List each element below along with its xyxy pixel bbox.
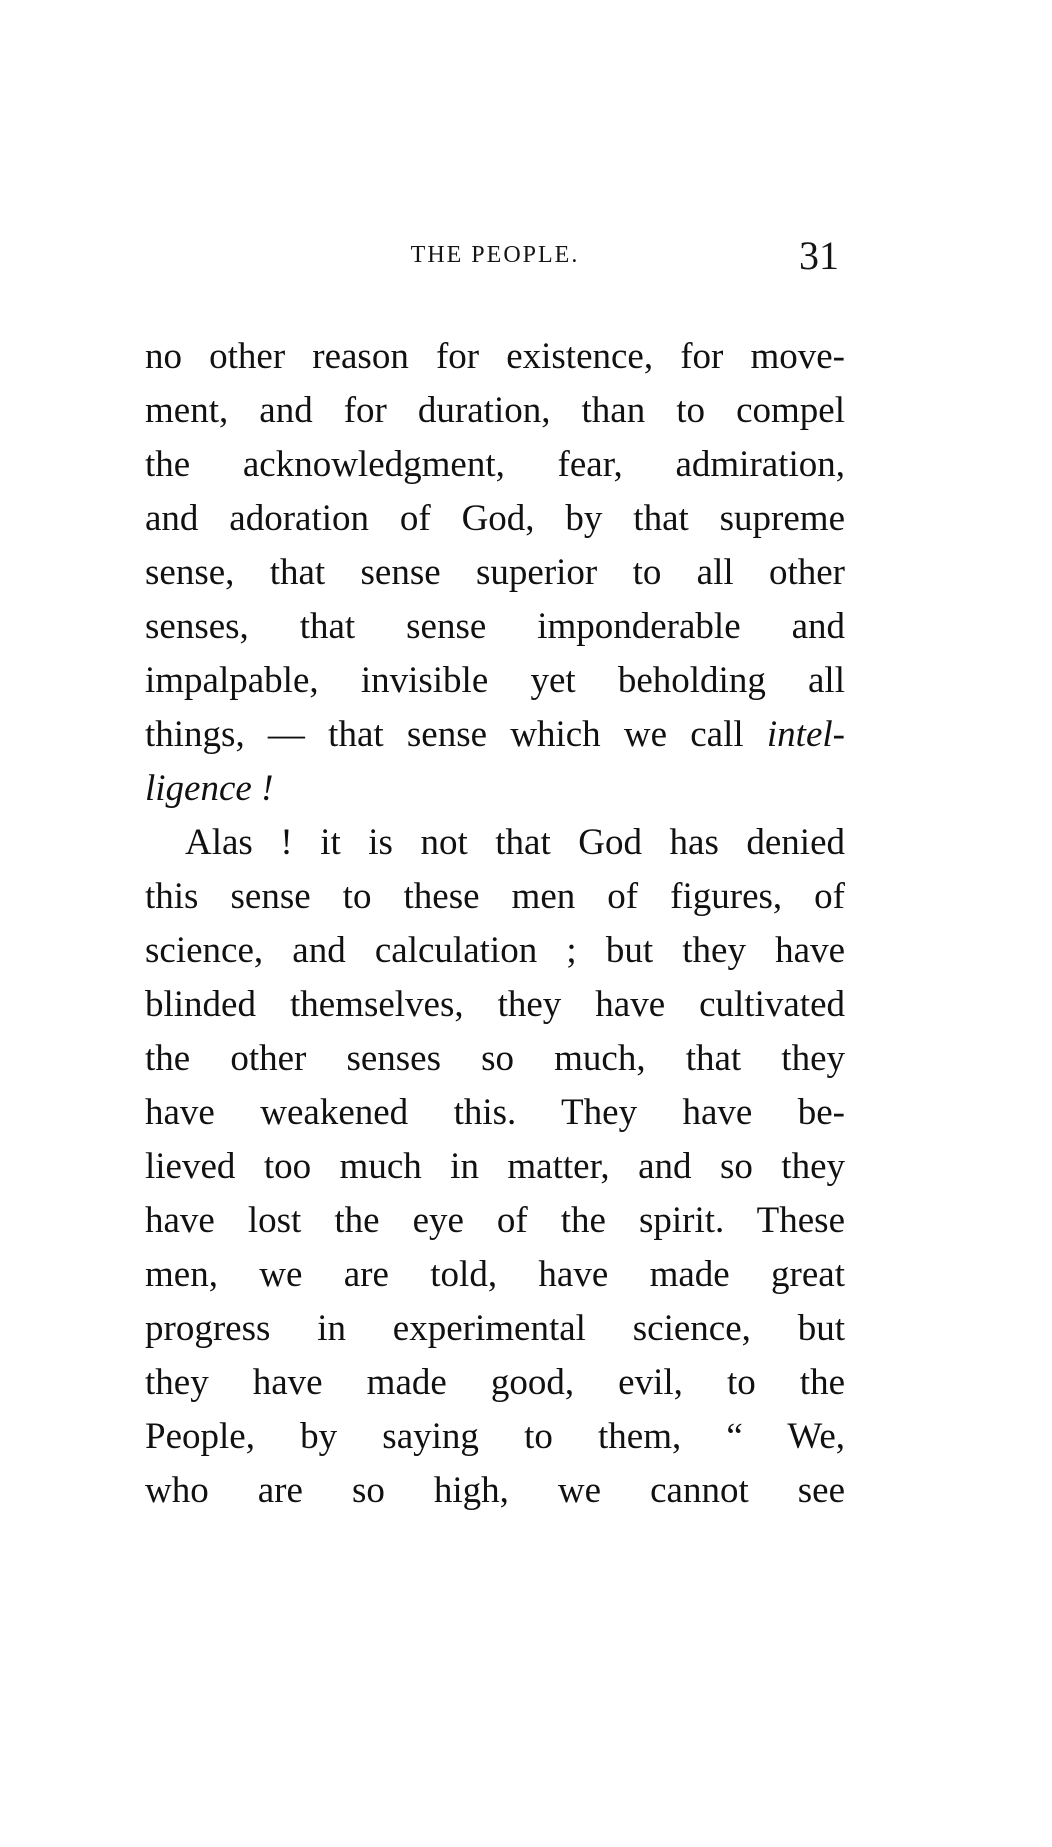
- text-line: science, and calculation ; but they have: [145, 930, 845, 971]
- italic-word: ligence !: [145, 768, 274, 809]
- text-line: have lost the eye of the spirit. These: [145, 1200, 845, 1241]
- text-line: who are so high, we cannot see: [145, 1470, 845, 1511]
- paragraph-1: [145, 330, 845, 816]
- running-title: THE PEOPLE.: [410, 242, 580, 268]
- text-line: impalpable, invisible yet beholding all: [145, 660, 845, 701]
- text-line: blinded themselves, they have cultivated: [145, 984, 845, 1025]
- text-line: men, we are told, have made great: [145, 1254, 845, 1295]
- running-head: [145, 232, 845, 282]
- text-line: have weakened this. They have be-: [145, 1092, 845, 1133]
- text-line: the acknowledgment, fear, admiration,: [145, 444, 845, 485]
- italic-word: intel-: [766, 714, 845, 755]
- paragraph-2: [145, 816, 845, 1518]
- text-line: senses, that sense imponderable and: [145, 606, 845, 647]
- text-line: sense, that sense superior to all other: [145, 552, 845, 593]
- text-line: [145, 708, 845, 762]
- text-line: progress in experimental science, but: [145, 1308, 845, 1349]
- text-line: this sense to these men of figures, of: [145, 876, 845, 917]
- text-line: lieved too much in matter, and so they: [145, 1146, 845, 1187]
- text-line: People, by saying to them, “ We,: [145, 1416, 845, 1457]
- text-line: the other senses so much, that they: [145, 1038, 845, 1079]
- page-number: 31: [799, 233, 839, 278]
- text-line: no other reason for existence, for move-: [145, 336, 845, 377]
- body-text: [145, 330, 845, 1518]
- text-line: they have made good, evil, to the: [145, 1362, 845, 1403]
- text-line: [145, 762, 845, 816]
- text-segment: things, — that sense which we call: [145, 714, 767, 755]
- text-line: and adoration of God, by that supreme: [145, 498, 845, 539]
- text-line: ment, and for duration, than to compel: [145, 390, 845, 431]
- text-line: Alas ! it is not that God has denied: [185, 822, 845, 863]
